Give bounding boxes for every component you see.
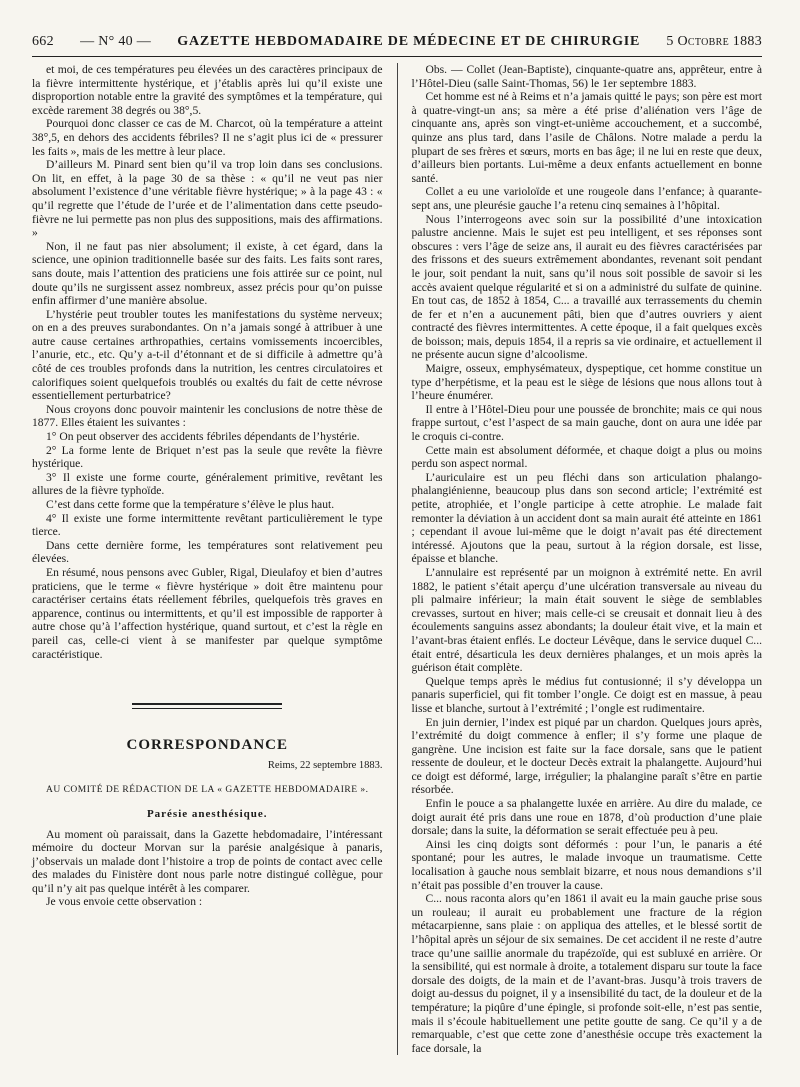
paragraph: Cet homme est né à Reims et n’a jamais quitté le pays; son père est mort à quatre-vingt-un ans; sa mère a été prise d’aliénation vers l’âge de cinquante ans, après son vingt-et-unième accouchement, et a succombé, quinze ans plus tard, dans l’asile de Châlons. Notre malade a perdu la plupart de ses frères et sœurs, morts en bas âge; il ne lui en reste que deux, d’ailleurs bien portants. Lui-même a deux enfants actuellement en bonne santé.	[411, 90, 762, 185]
section-divider	[132, 703, 282, 709]
paragraph: D’ailleurs M. Pinard sent bien qu’il va trop loin dans ses conclusions. On lit, en effet, à la page 30 de sa thèse : « qu’il ne veut pas nier absolument l’existence d’une véritable fièvre hystérique; » à la page 43 : « qu’il regrette que l’étude de l’urée et de l’alimentation dans cette pseudo-fièvre ne lui permette pas non plus des suppositions, mais des affirmations. »	[32, 158, 383, 240]
conclusion-item: 3° Il existe une forme courte, généralement primitive, revêtant les allures de la fièvre typhoïde.	[32, 470, 383, 498]
conclusion-item: 4° Il existe une forme intermittente revêtant particulièrement le type tierce.	[32, 511, 383, 539]
paragraph: Maigre, osseux, emphysémateux, dyspeptique, cet homme constitue un type d’herpétisme, et la peau est le siège de lésions que nous allons tout à l’heure énumérer.	[411, 362, 762, 403]
addressee: AU COMITÉ DE RÉDACTION DE LA « GAZETTE HEBDOMADAIRE ».	[45, 785, 369, 796]
dateline: Reims, 22 septembre 1883.	[267, 759, 383, 771]
left-column	[32, 63, 383, 1055]
paragraph: Je vous envoie cette observation :	[46, 895, 203, 909]
conclusion-item: En résumé, nous pensons avec Gubler, Rigal, Dieulafoy et bien d’autres praticiens, que le terme « fièvre hystérique » doit être maintenu pour caractériser certains états réellement fébriles, quelquefois très graves en apparence, continus ou intermittents, et qu’il est impossible de rapporter à autre chose qu’à l’affection hystérique, quand surtout, et c’est la règle en pareil cas, celle-ci vient à se manifester par quelque symptôme caractéristique.	[32, 565, 383, 661]
columns	[32, 63, 762, 1055]
paragraph: En juin dernier, l’index est piqué par un chardon. Quelques jours après, l’extrémité du doigt commence à enfler; il s’y forme une plaque de gangrène. Une incision est faite sur la face dorsale, sans que le patient ressente de douleur, et le docteur Decès extrait la phalangette. Aujourd’hui ce doigt est déformé, large, irrégulier; la phalangine paraît s’être en partie résorbée.	[411, 715, 762, 797]
paragraph: L’annulaire est représenté par un moignon à extrémité nette. En avril 1882, le patient s’était aperçu d’une ulcération transversale au niveau du pli palmaire inférieur; la main était souvent le siège de semblables crevasses, surtout en hiver; mais celle-ci se creusait et donnait lieu à des écoulements sanguins assez abondants; la douleur était vive, et la main et l’avant-bras étaient enflés. Le docteur Lévêque, dans le service duquel C... était entré, désarticula les deux dernières phalanges, et un mois après la guérison était complète.	[411, 565, 762, 675]
article-subhead: Parésie anesthésique.	[146, 807, 268, 820]
conclusion-item: 2° La forme lente de Briquet n’est pas la seule que revête la fièvre hystérique.	[32, 443, 383, 471]
paragraph: et moi, de ces températures peu élevées un des caractères principaux de la fièvre intermittente hystérique, et j’établis après lui qu’il existe une disproportion notable entre la gravité des symptômes et la température, qui excède rarement 38 degrés ou 38°,5.	[32, 63, 383, 117]
paragraph: L’hystérie peut troubler toutes les manifestations du système nerveux; on en a des preuves surabondantes. On n’a jamais songé à attribuer à une autre cause certaines arthropathies, certains vomissements incoercibles, l’anurie, etc., etc. Qu’y a-t-il d’étonnant et de si difficile à admettre qu’à côté de ces troubles profonds dans la nutrition, les centres circulatoires et calorifiques soient quelquefois troublés ou exaltés du fait de cette névrose essentiellement perturbatrice?	[32, 307, 383, 403]
paragraph: Cette main est absolument déformée, et chaque doigt a plus ou moins perdu son aspect normal.	[411, 443, 762, 471]
issue-date: 5 Octobre 1883	[666, 34, 762, 49]
issue-number: — N° 40 —	[80, 34, 152, 49]
journal-title: GAZETTE HEBDOMADAIRE DE MÉDECINE ET DE CHIRURGIE	[177, 34, 641, 49]
paragraph: Il entre à l’Hôtel-Dieu pour une poussée de bronchite; mais ce qui nous frappe surtout, c’est l’aspect de sa main gauche, dont on aura une idée par le croquis ci-contre.	[411, 402, 762, 444]
page-header	[32, 34, 762, 57]
paragraph: Enfin le pouce a sa phalangette luxée en arrière. Au dire du malade, ce doigt aurait été pris dans une roue en 1878, d’où production d’une plaie dorsale; dans la suite, la déformation se serait effectuée peu à peu.	[411, 797, 762, 838]
section-title: CORRESPONDANCE	[126, 737, 288, 754]
paragraph: Non, il ne faut pas nier absolument; il existe, à cet égard, dans la science, une opinion traditionnelle basée sur des faits. Les faits sont rares, sans doute, mais l’attention des praticiens une fois attirée sur ce point, nul doute qu’ils ne surgissent assez nombreux, assez précis pour qu’on puisse enfin affirmer d’une manière absolue.	[32, 239, 383, 308]
paragraph: L’auriculaire est un peu fléchi dans son articulation phalango-phalangiénienne, beaucoup plus dans son second article; l’extrémité est petite, atrophiée, et l’ongle participe à cette atrophie. Le malade fait remonter la déviation à un accident dont sa main aurait été atteinte en 1861 ; cependant il avoue lui-même que le doigt n’avait pas été directement intéressé. Ajoutons que la peau, surtout à la région dorsale, est lisse, épaisse et blanche.	[411, 470, 762, 566]
paragraph: C... nous raconta alors qu’en 1861 il avait eu la main gauche prise sous un rouleau; il aurait eu probablement une fracture de la région métacarpienne, sans plaie : on appliqua des attelles, et le blessé sortit de l’hôpital après un séjour de six semaines. De cet accident il ne reste d’autre trace qu’une saillie anormale du trapézoïde, qui est subluxé en arrière. Or la sensibilité, qui est normale à droite, a totalement disparu sur toute la face dorsale des doigts, de la main et de l’avant-bras. Jusqu’à trois travers de doigt au-dessus du poignet, il y a insensibilité du tact, de la douleur et de la température; la piqûre d’une épingle, si profonde soit-elle, n’est pas sentie, mais il s’écoule habituellement une petite goutte de sang. Ce qu’il y a de remarquable, c’est que cette zone d’anesthésie occupe très exactement la face dorsale, la	[411, 892, 762, 1055]
conclusion-item: 1° On peut observer des accidents fébriles dépendants de l’hystérie.	[46, 430, 360, 444]
paragraph: Obs. — Collet (Jean-Baptiste), cinquante-quatre ans, apprêteur, entre à l’Hôtel-Dieu (salle Saint-Thomas, 56) le 1er septembre 1883.	[411, 63, 762, 90]
conclusion-item: Dans cette dernière forme, les températures sont relativement peu élevées.	[32, 538, 383, 566]
paragraph: Au moment où paraissait, dans la Gazette hebdomadaire, l’intéressant mémoire du docteur Morvan sur la parésie analgésique à panaris, j’observais un malade dont l’histoire a trop de points de contact avec celle des malades du Finistère dont nous parle notre distingué collègue, pour qu’il n’y ait pas quelque intérêt à les comparer.	[32, 827, 383, 895]
paragraph: Collet a eu une varioloïde et une rougeole dans l’enfance; à quarante-sept ans, une pleurésie gauche l’a retenu cinq semaines à l’hôpital.	[411, 185, 762, 212]
page-number: 662	[32, 34, 54, 49]
paragraph: Quelque temps après le médius fut contusionné; il s’y développa un panaris superficiel, qui fit tomber l’ongle. Ce doigt est en massue, à peau lisse et blanche, surtout à l’extrémité ; l’ongle est rudimentaire.	[411, 674, 762, 715]
conclusion-item: C’est dans cette forme que la température s’élève le plus haut.	[46, 498, 335, 511]
right-column	[412, 63, 763, 1055]
column-divider	[397, 63, 398, 1055]
paragraph: Ainsi les cinq doigts sont déformés : pour l’un, le panaris a été spontané; pour les autres, le malade invoque un traumatisme. Cette localisation à gauche nous semblait bizarre, et nous nous demandions s’il n’était pas possible d’en trouver la cause.	[411, 837, 762, 892]
paragraph: Nous croyons donc pouvoir maintenir les conclusions de notre thèse de 1877. Elles étaient les suivantes :	[32, 402, 383, 430]
paragraph: Pourquoi donc classer ce cas de M. Charcot, où la température a atteint 38°,5, en dehors des accidents fébriles? Il ne s’agit plus ici de « pressurer les faits », mais de les mettre à leur place.	[32, 117, 383, 158]
paragraph: Nous l’interrogeons avec soin sur la possibilité d’une intoxication palustre ancienne. Mais le sujet est peu intelligent, et ses réponses sont obscures : vers l’âge de seize ans, il aurait eu des fièvres caractérisées par des frissons et des sueurs extrêmement abondantes, revenant soit pendant le jour, soit pendant la nuit, sans qu’il nous soit possible de savoir si les accès avaient quelque régularité et si on a administré du sulfate de quinine. En tout cas, de 1852 à 1854, C... a travaillé aux terrassements du chemin de fer et n’en a aucunement pâti, bien que d’autres ouvriers y aient contracté des fièvres intermittentes. A cette époque, il a fait quelques excès de boisson; mais, depuis 1854, il a repris sa vie ordinaire, et actuellement il ne présente aucun signe d’alcoolisme.	[411, 212, 762, 362]
